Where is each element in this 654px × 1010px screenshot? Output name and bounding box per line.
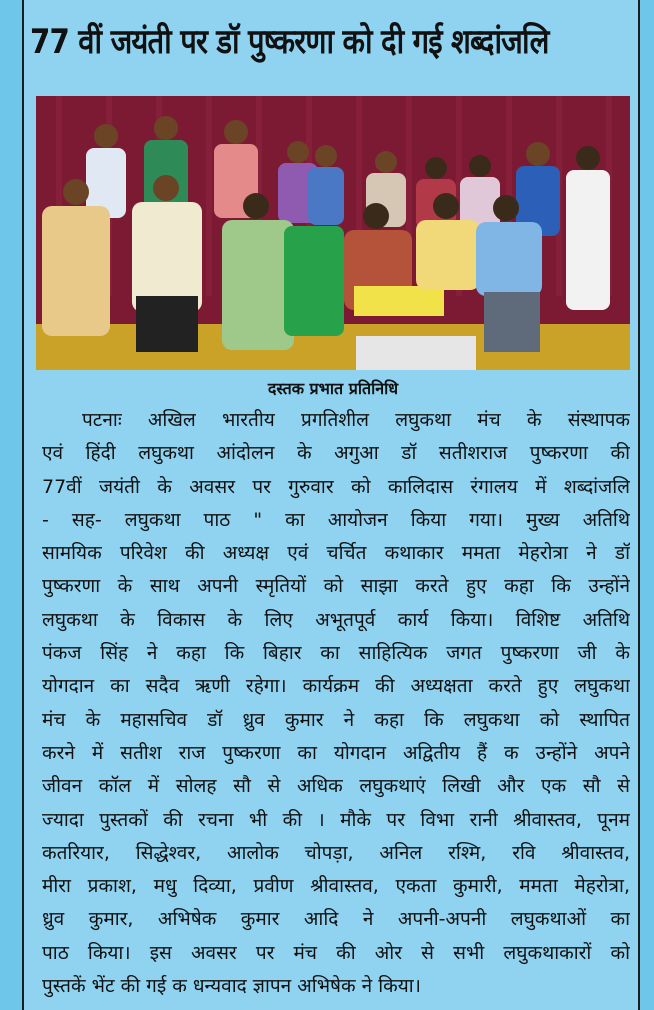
body-line: मीरा प्रकाश, मधु दिव्या, प्रवीण श्रीवास्तव, एकता कुमारी, ममता मेहरोत्रा, [42, 875, 630, 898]
body-line: 77वीं जयंती के अवसर पर गुरुवार को कालिदास रंगालय में शब्दांजलि [42, 475, 630, 498]
body-line: ध्रुव कुमार, अभिषेक कुमार आदि ने अपनी-अपनी लघुकथाओं का [42, 908, 630, 931]
body-line: पाठ किया। इस अवसर पर मंच की ओर से सभी लघुकथाकारों को [42, 941, 630, 964]
byline: दस्तक प्रभात प्रतिनिधि [267, 379, 399, 398]
group-photo-illustration [36, 96, 630, 370]
body-line: एवं हिंदी लघुकथा आंदोलन के अगुआ डॉ सतीशराज पुष्करणा की [42, 442, 630, 465]
body-line: ज्यादा पुस्तकों की रचना भी की । मौके पर विभा रानी श्रीवास्तव, पूनम [42, 808, 630, 831]
body-line: जीवन कॉल में सोलह सौ से अधिक लघुकथाएं लिखी और एक सौ से [42, 775, 630, 798]
group-photo [36, 96, 630, 370]
body-line: योगदान का सदैव ऋणी रहेगा। कार्यक्रम की अध्यक्षता करते हुए लघुकथा [42, 675, 630, 698]
body-line: - सह- लघुकथा पाठ " का आयोजन किया गया। मुख्य अतिथि [42, 508, 630, 531]
body-line: मंच के महासचिव डॉ ध्रुव कुमार ने कहा कि लघुकथा को स्थापित [42, 708, 630, 731]
body-line: पुष्करणा के साथ अपनी स्मृतियों को साझा करते हुए कहा कि उन्होंने [42, 575, 630, 598]
body-line: कतरियार, सिद्धेश्वर, आलोक चोपड़ा, अनिल रश्मि, रवि श्रीवास्तव, [42, 841, 630, 864]
body-line: पंकज सिंह ने कहा कि बिहार का साहित्यिक जगत पुष्करणा जी के [42, 642, 630, 665]
body-line: करने में सतीश राज पुष्करणा का योगदान अद्वितीय हैं क उन्होंने अपने [42, 741, 630, 764]
body-line: पुस्तकें भेंट की गई क धन्यवाद ज्ञापन अभिषेक ने किया। [42, 975, 421, 998]
body-line: पटनाः अखिल भारतीय प्रगतिशील लघुकथा मंच के संस्थापक [82, 409, 630, 431]
body-line: सामयिक परिवेश की अध्यक्ष एवं चर्चित कथाकार ममता मेहरोत्रा ने डॉ [42, 542, 630, 565]
body-line: लघुकथा के विकास के लिए अभूतपूर्व कार्य किया। विशिष्ट अतिथि [42, 608, 630, 631]
article-body [42, 404, 630, 1004]
article-headline: 77 वीं जयंती पर डॉ पुष्करणा को दी गई शब्दांजलि [30, 22, 549, 62]
